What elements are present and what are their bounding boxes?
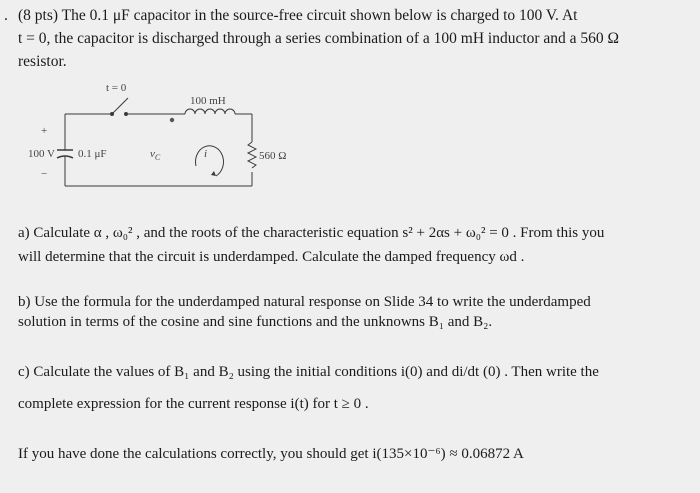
vc-symbol: v [150, 148, 155, 160]
problem-marker: . [4, 7, 8, 24]
inductor-value-label: 100 mH [190, 95, 226, 107]
switch-contact-left [111, 113, 114, 116]
current-label: i [204, 148, 208, 160]
part-a-line-2: will determine that the circuit is underdamped. Calculate the damped frequency ωd . [18, 249, 525, 265]
part-c-line-1: c) Calculate the values of B₁ and B₂ using the initial conditions i(0) and di/dt (0) . Then write the [18, 364, 599, 380]
vc-subscript: C [154, 153, 161, 163]
inductor-coil [185, 109, 235, 114]
problem-statement-line-3: resistor. [18, 53, 67, 70]
part-c-line-2: complete expression for the current response i(t) for t ≥ 0 . [18, 396, 369, 412]
current-arrowhead [211, 171, 216, 176]
capacitor-value-label: 0.1 μF [78, 148, 107, 160]
part-b-line-1: b) Use the formula for the underdamped natural response on Slide 34 to write the underdamped [18, 294, 591, 310]
source-voltage-label: 100 V [28, 148, 55, 160]
resistor-zigzag [248, 142, 256, 168]
switch-time-label: t = 0 [106, 82, 127, 94]
final-answer-line: If you have done the calculations correctly, you should get i(135×10⁻⁶) ≈ 0.06872 A [18, 446, 524, 462]
capacitor-minus-sign: − [41, 168, 48, 180]
part-a-line-1: a) Calculate α , ω₀² , and the roots of the characteristic equation s² + 2αs + ω₀² = 0 . From this you [18, 225, 605, 241]
problem-statement-line-1: (8 pts) The 0.1 μF capacitor in the source-free circuit shown below is charged to 100 V. At [18, 7, 578, 24]
switch-blade [112, 98, 128, 114]
current-direction-arc [196, 146, 224, 176]
capacitor-voltage-label [150, 148, 160, 162]
part-b-line-2: solution in terms of the cosine and sine functions and the unknowns B₁ and B₂. [18, 314, 493, 330]
resistor-value-label: 560 Ω [259, 150, 287, 162]
node-dot [170, 118, 174, 122]
problem-statement-line-2: t = 0, the capacitor is discharged through a series combination of a 100 mH inductor and a 560 Ω [18, 30, 620, 47]
capacitor-plus-sign: + [41, 125, 48, 137]
